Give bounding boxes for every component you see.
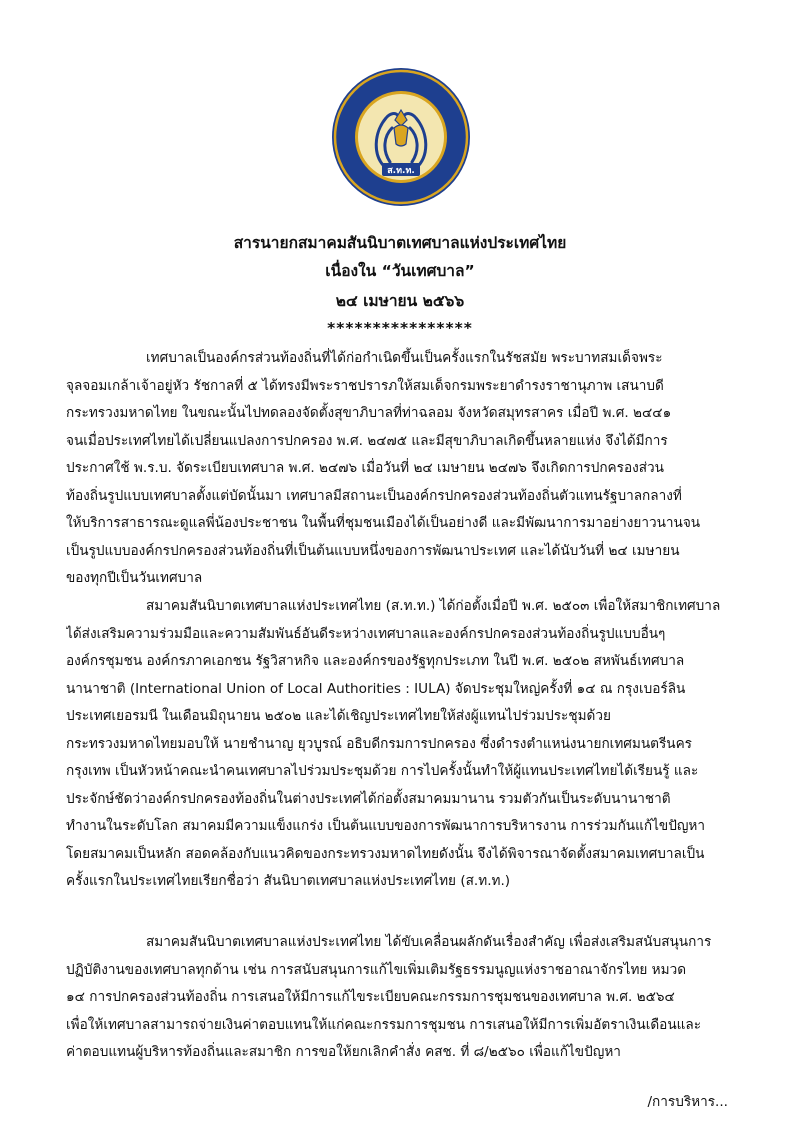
paragraph-line: ปฏิบัติงานของเทศบาลทุกด้าน เช่น การสนับสนุนการแก้ไขเพิ่มเติมรัฐธรรมนูญแห่งราชอาณาจักรไทย หมวด: [66, 961, 687, 978]
paragraph-line: จนเมื่อประเทศไทยได้เปลี่ยนแปลงการปกครอง พ.ศ. ๒๔๗๕ และมีสุขาภิบาลเกิดขึ้นหลายแห่ง จึงได้มีการ: [66, 432, 668, 449]
paragraph-line: กระทรวงมหาดไทยมอบให้ นายชำนาญ ยุวบูรณ์ อธิบดีกรมการปกครอง ซึ่งดำรงตำแหน่งนายกเทศมนตรีนคร: [66, 735, 692, 752]
paragraph-line: นานาชาติ (International Union of Local Authorities : IULA) จัดประชุมใหญ่ครั้งที่ ๑๔ ณ กรุงเบอร์ลิน: [66, 680, 686, 697]
paragraph-line: ครั้งแรกในประเทศไทยเรียกชื่อว่า สันนิบาตเทศบาลแห่งประเทศไทย (ส.ท.ท.): [66, 873, 511, 889]
paragraph-line: สมาคมสันนิบาตเทศบาลแห่งประเทศไทย (ส.ท.ท.) ได้ก่อตั้งเมื่อปี พ.ศ. ๒๕๐๓ เพื่อให้สมาชิกเทศบาล: [146, 598, 721, 614]
paragraph-line: ประจักษ์ชัดว่าองค์กรปกครองท้องถิ่นในต่างประเทศได้ก่อตั้งสมาคมมานาน รวมตัวกันเป็นระดับนานาชาติ: [66, 790, 671, 807]
continuation-note: /การบริหาร...: [647, 1094, 728, 1110]
paragraph-line: ทำงานในระดับโลก สมาคมมีความแข็งแกร่ง เป็นต้นแบบของการพัฒนาการบริหารงาน การร่วมกันแก้ไขปัญหา: [66, 818, 706, 834]
paragraph-line: ประเทศเยอรมนี ในเดือนมิถุนายน ๒๕๐๒ และได้เชิญประเทศไทยให้ส่งผู้แทนไปร่วมประชุมด้วย: [66, 708, 611, 724]
separator-stars: ****************: [327, 319, 473, 337]
subtitle-occasion: เนื่องใน “วันเทศบาล”: [325, 262, 475, 280]
paragraph-2: [66, 593, 736, 896]
paragraph-line: เทศบาลเป็นองค์กรส่วนท้องถิ่นที่ได้ก่อกำเนิดขึ้นเป็นครั้งแรกในรัชสมัย พระบาทสมเด็จพระ: [146, 350, 663, 366]
paragraph-line: ๑๔ การปกครองส่วนท้องถิ่น การเสนอให้มีการแก้ไขระเบียบคณะกรรมการชุมชนของเทศบาล พ.ศ. ๒๕๖๔: [66, 989, 675, 1005]
paragraph-1: [66, 345, 736, 593]
paragraph-line: กระทรวงมหาดไทย ในขณะนั้นไปทดลองจัดตั้งสุขาภิบาลที่ท่าฉลอม จังหวัดสมุทรสาคร เมื่อปี พ.ศ. ๒๔๔๑: [66, 405, 672, 421]
paragraph-line: จุลจอมเกล้าเจ้าอยู่หัว รัชกาลที่ ๕ ได้ทรงมีพระราชปรารภให้สมเด็จกรมพระยาดำรงราชานุภาพ เสนาบดี: [66, 377, 664, 394]
paragraph-line: ให้บริการสาธารณะดูแลพี่น้องประชาชน ในพื้นที่ชุมชนเมืองได้เป็นอย่างดี และมีพัฒนาการมาอย่างยาวนานจน: [66, 515, 701, 531]
paragraph-line: ประกาศใช้ พ.ร.บ. จัดระเบียบเทศบาล พ.ศ. ๒๔๗๖ เมื่อวันที่ ๒๔ เมษายน ๒๔๗๖ จึงเกิดการปกครองส่วน: [66, 460, 664, 476]
paragraph-3: [66, 929, 736, 1067]
paragraph-line: ท้องถิ่นรูปแบบเทศบาลตั้งแต่บัดนั้นมา เทศบาลมีสถานะเป็นองค์กรปกครองส่วนท้องถิ่นตัวแทนรัฐบาลกลางที่: [66, 487, 682, 504]
association-logo: [330, 66, 472, 208]
paragraph-line: ได้ส่งเสริมความร่วมมือและความสัมพันธ์อันดีระหว่างเทศบาลและองค์กรปกครองส่วนท้องถิ่นรูปแบบอื่นๆ: [66, 625, 666, 642]
paragraph-line: ค่าตอบแทนผู้บริหารท้องถิ่นและสมาชิก การขอให้ยกเลิกคำสั่ง คสช. ที่ ๘/๒๕๖๐ เพื่อแก้ไขปัญหา: [66, 1044, 621, 1060]
paragraph-line: เพื่อให้เทศบาลสามารถจ่ายเงินค่าตอบแทนให้แก่คณะกรรมการชุมชน การเสนอให้มีการเพิ่มอัตราเงินเดือนและ: [66, 1016, 702, 1033]
paragraph-line: โดยสมาคมเป็นหลัก สอดคล้องกับแนวคิดของกระทรวงมหาดไทยดังนั้น จึงได้พิจารณาจัดตั้งสมาคมเทศบาลเป็น: [66, 845, 705, 862]
paragraph-line: ของทุกปีเป็นวันเทศบาล: [66, 570, 203, 586]
paragraph-line: องค์กรชุมชน องค์กรภาคเอกชน รัฐวิสาหกิจ และองค์กรของรัฐทุกประเภท ในปี พ.ศ. ๒๕๐๒ สหพันธ์เทศบาล: [66, 653, 685, 669]
date-line: ๒๔ เมษายน ๒๕๖๖: [335, 292, 465, 310]
title: สารนายกสมาคมสันนิบาตเทศบาลแห่งประเทศไทย: [233, 234, 567, 252]
paragraph-line: สมาคมสันนิบาตเทศบาลแห่งประเทศไทย ได้ขับเคลื่อนผลักดันเรื่องสำคัญ เพื่อส่งเสริมสนับสนุนการ: [146, 934, 712, 950]
paragraph-line: กรุงเทพ เป็นหัวหน้าคณะนำคนเทศบาลไปร่วมประชุมด้วย การไปครั้งนั้นทำให้ผู้แทนประเทศไทยได้เรียนรู้ และ: [66, 763, 699, 779]
paragraph-line: เป็นรูปแบบองค์กรปกครองส่วนท้องถิ่นที่เป็นต้นแบบหนึ่งของการพัฒนาประเทศ และได้นับวันที่ ๒๔ เมษายน: [66, 542, 680, 559]
logo-abbrev: ส.ท.ท.: [387, 166, 415, 176]
